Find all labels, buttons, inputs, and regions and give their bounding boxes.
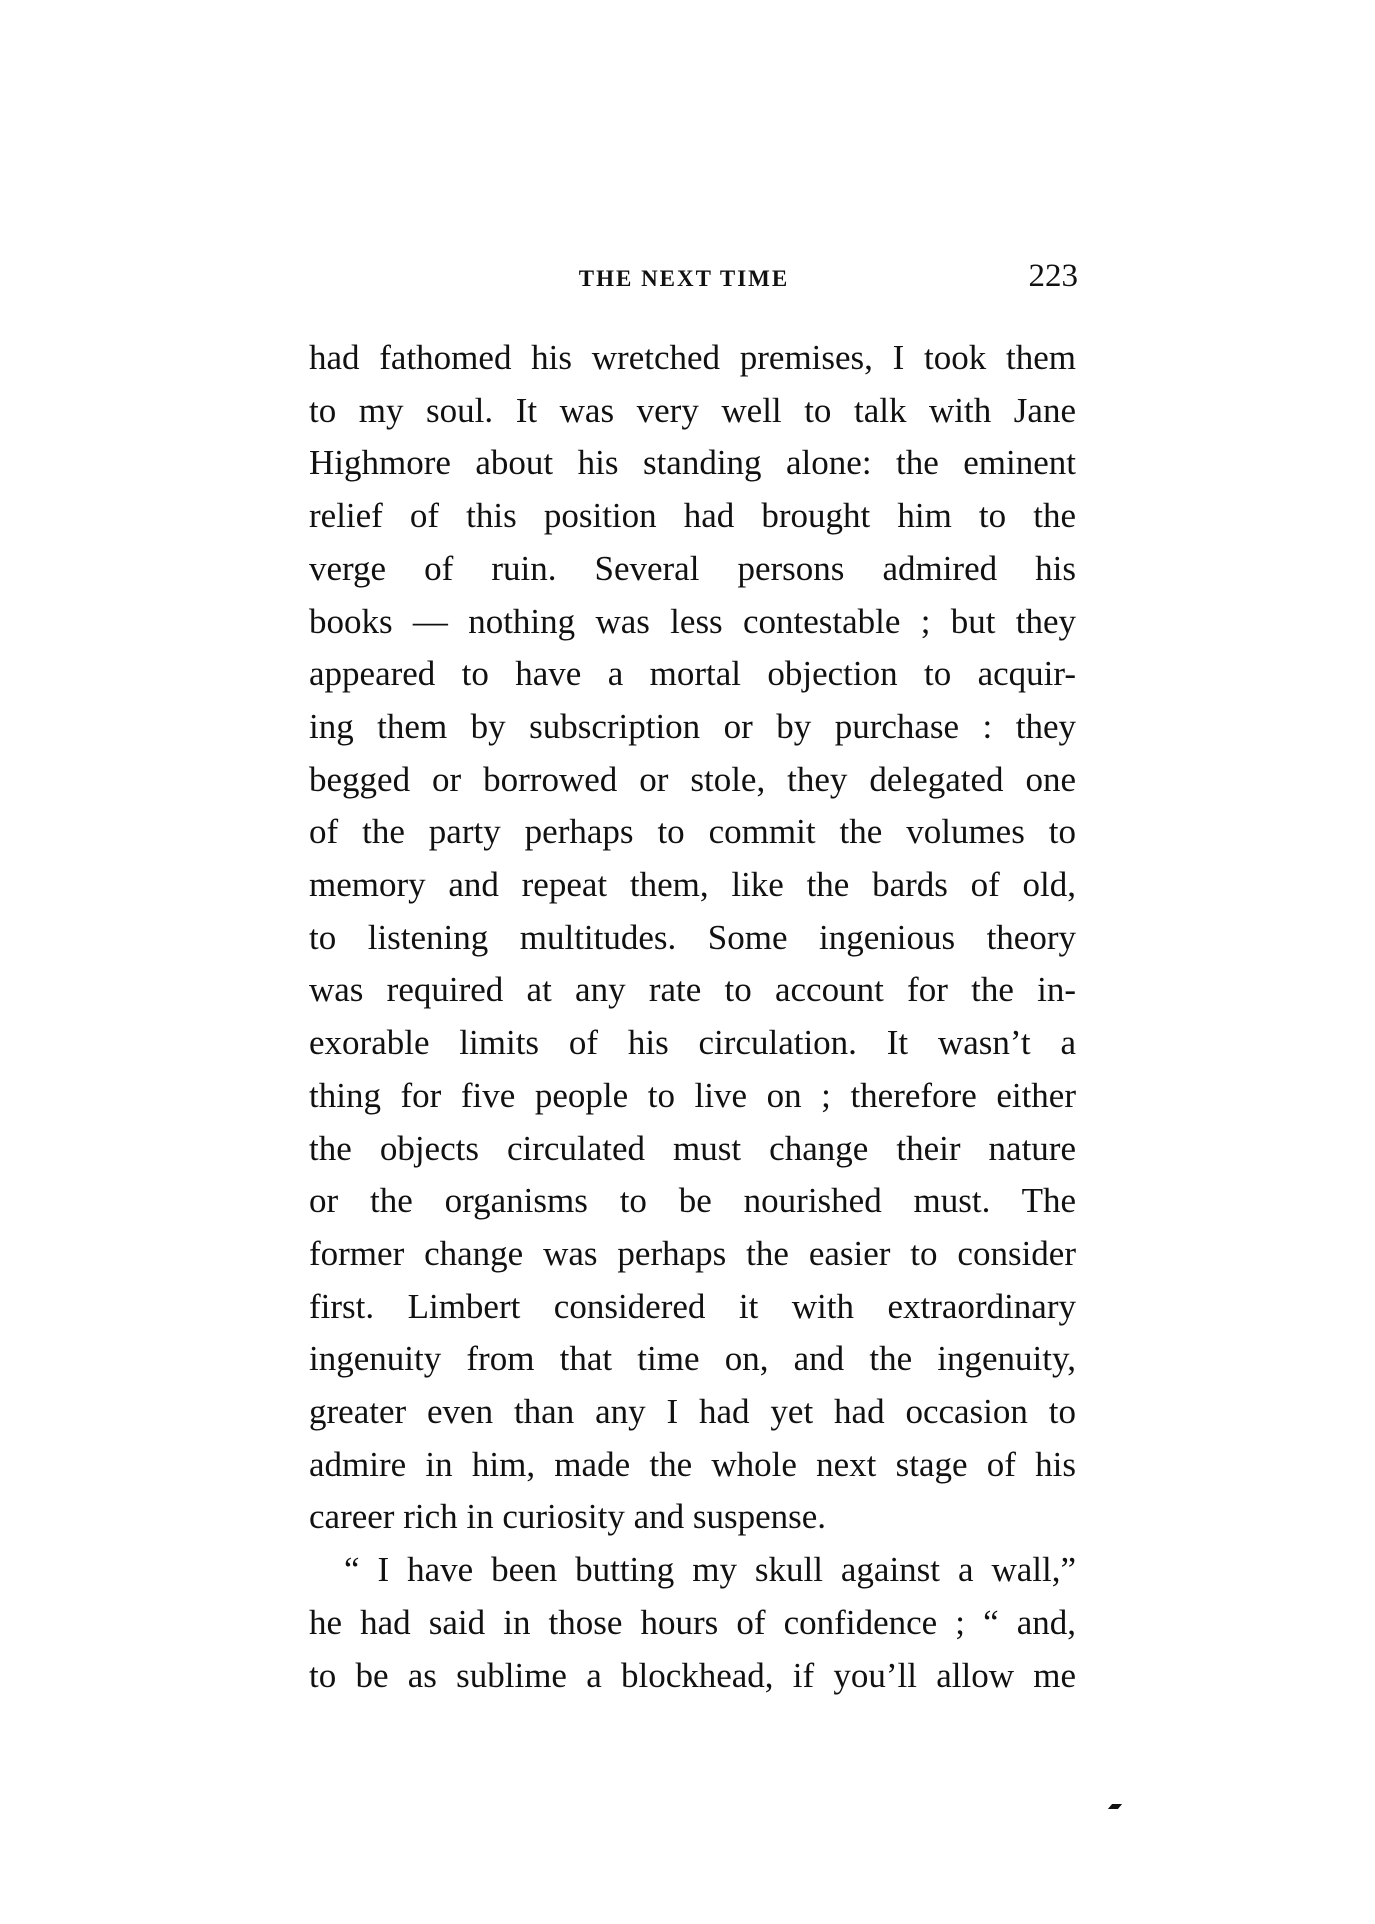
text-line: appeared to have a mortal objection to acquir-	[309, 654, 1076, 694]
text-line: memory and repeat them, like the bards of old,	[309, 865, 1076, 904]
text-line: to my soul. It was very well to talk with Jane	[309, 390, 1076, 430]
text-line: greater even than any I had yet had occasion to	[309, 1392, 1076, 1431]
text-line: of the party perhaps to commit the volumes to	[309, 812, 1076, 852]
printer-mark	[1108, 1804, 1122, 1809]
page-number: 223	[1028, 258, 1078, 294]
text-line: or the organisms to be nourished must. The	[309, 1181, 1076, 1221]
text-line: former change was perhaps the easier to consider	[309, 1233, 1076, 1273]
text-line: ingenuity from that time on, and the ingenuity,	[309, 1339, 1076, 1379]
text-line: exorable limits of his circulation. It wasn’t a	[309, 1023, 1076, 1063]
text-line: career rich in curiosity and suspense.	[309, 1497, 827, 1537]
text-line: admire in him, made the whole next stage of his	[309, 1444, 1076, 1484]
text-line: to be as sublime a blockhead, if you’ll allow me	[309, 1655, 1076, 1695]
running-head: THE NEXT TIME	[578, 266, 790, 291]
text-line: verge of ruin. Several persons admired his	[309, 548, 1076, 588]
text-line: was required at any rate to account for the in-	[309, 970, 1076, 1010]
text-line: thing for five people to live on ; therefore either	[309, 1075, 1076, 1115]
text-line: the objects circulated must change their nature	[309, 1128, 1076, 1168]
text-line: Highmore about his standing alone: the eminent	[309, 443, 1076, 483]
text-line: begged or borrowed or stole, they delegated one	[309, 759, 1076, 799]
text-line: first. Limbert considered it with extraordinary	[309, 1286, 1076, 1326]
text-line: books — nothing was less contestable ; but they	[309, 601, 1076, 641]
text-line: “ I have been butting my skull against a wall,”	[344, 1550, 1076, 1590]
text-line: had fathomed his wretched premises, I took them	[309, 338, 1076, 377]
text-line: he had said in those hours of confidence ; “ and,	[309, 1602, 1076, 1642]
text-line: ing them by subscription or by purchase : they	[309, 706, 1076, 746]
text-line: to listening multitudes. Some ingenious theory	[309, 917, 1076, 957]
text-line: relief of this position had brought him to the	[309, 496, 1076, 536]
